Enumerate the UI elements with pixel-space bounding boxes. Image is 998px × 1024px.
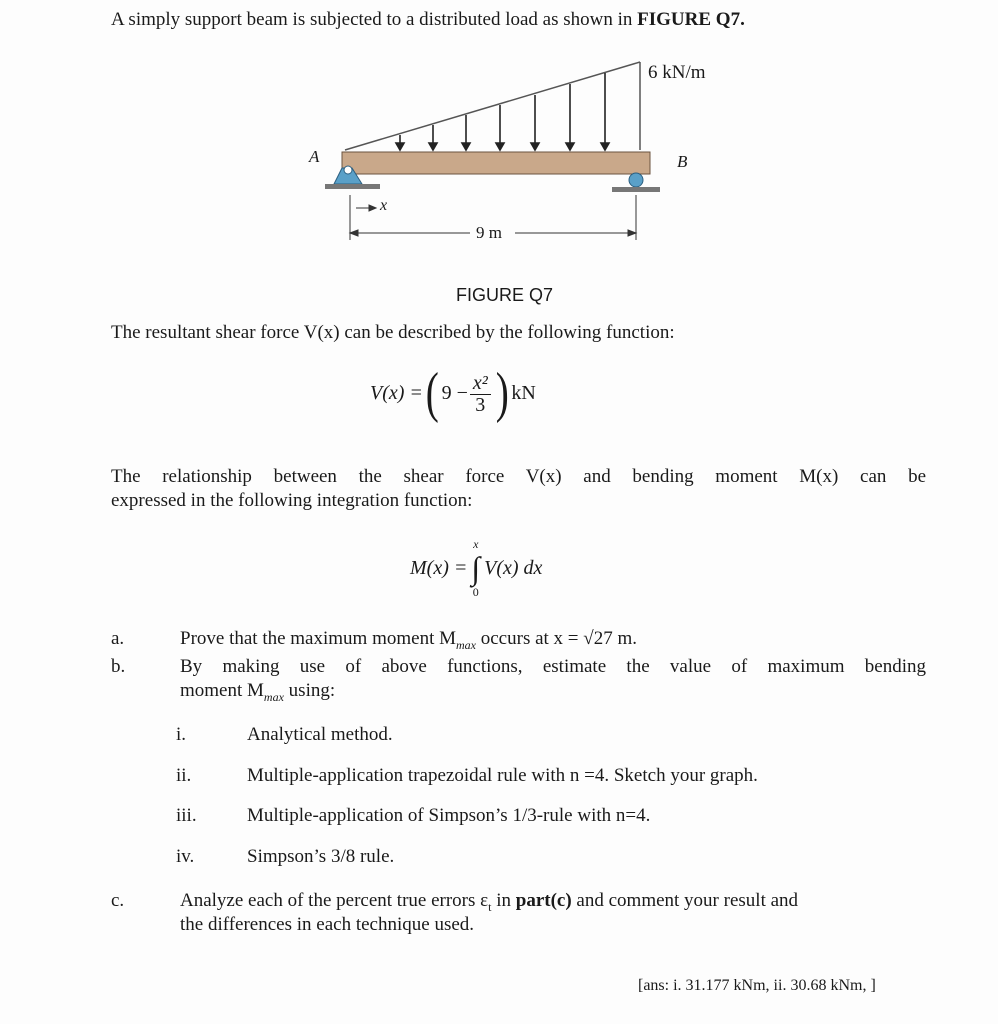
moment-eq-integrand: V(x) dx [484,556,543,579]
roller-support-b [612,173,660,192]
intro-line [111,9,745,31]
relationship-line-1: The relationship between the shear force V(x) and bending moment M(x) can be [111,466,926,487]
left-paren: ( [425,362,439,424]
beam-diagram [300,55,760,255]
question-c-line1-part1: Analyze each of the percent true errors ε [180,890,489,911]
shear-statement: The resultant shear force V(x) can be described by the following function: [111,322,675,343]
question-c-line-2: the differences in each technique used. [180,914,475,935]
question-a-text [180,628,637,656]
question-b-subscript: max [263,689,284,704]
question-c-line1-part2: in [491,890,516,911]
question-a-text-part1: Prove that the maximum moment M [180,628,456,649]
moment-eq-lhs: M(x) = [410,556,468,579]
question-b-line-1: By making use of above functions, estimate the value of maximum bending [180,656,926,677]
load-intensity-label: 6 kN/m [648,62,706,83]
shear-eq-denominator: 3 [475,393,486,416]
span-length-label: 9 m [476,223,502,242]
answer-note: [ans: i. 31.177 kNm, ii. 30.68 kNm, ] [638,977,876,994]
shear-eq-numerator: x² [470,372,491,395]
support-b-label: B [677,152,688,171]
figure-caption: FIGURE Q7 [456,285,554,305]
question-b-line2-part2: using: [283,680,336,701]
figure-reference: FIGURE Q7. [637,9,745,30]
question-c-line1-part3: and comment your result and [571,890,799,911]
shear-eq-const: 9 − [441,381,468,404]
question-b-line-2 [180,680,335,708]
item-ii-number: ii. [176,765,192,786]
item-ii-text: Multiple-application trapezoidal rule with n =4. Sketch your graph. [247,765,758,786]
integral-lower-limit: 0 [472,585,479,599]
item-iv-text: Simpson’s 3/8 rule. [247,846,395,867]
question-c-subscript: t [488,899,492,914]
load-arrows [396,73,609,150]
right-paren: ) [495,362,509,424]
question-a-subscript: max [456,637,476,652]
item-i-number: i. [176,724,187,745]
question-a-label: a. [111,628,125,649]
question-c-part-ref: part(c) [515,890,572,911]
support-a-label: A [309,147,320,166]
shear-eq-lhs: V(x) = [370,381,423,404]
shear-eq-unit: kN [511,381,536,404]
item-iv-number: iv. [176,846,195,867]
integral-sign: ∫ [471,550,481,586]
beam [342,152,650,174]
item-iii-text: Multiple-application of Simpson’s 1/3-rule with n=4. [247,805,651,826]
question-b-line2-part1: moment M [180,680,264,701]
intro-text: A simply support beam is subjected to a distributed load as shown in [111,9,638,30]
shear-eq-fraction [470,372,491,415]
question-b-label: b. [111,656,126,677]
integral-upper-limit: x [473,537,479,551]
x-axis-label: x [380,197,388,214]
relationship-line-2: expressed in the following integration function: [111,490,473,511]
item-iii-number: iii. [176,805,197,826]
item-i-text: Analytical method. [247,724,393,745]
integral-sign-group [471,538,480,598]
question-c-label: c. [111,890,125,911]
shear-equation [370,358,536,428]
question-a-text-part2: occurs at x = √27 m. [476,628,637,649]
load-slope-line [345,62,640,150]
moment-equation [410,530,542,606]
